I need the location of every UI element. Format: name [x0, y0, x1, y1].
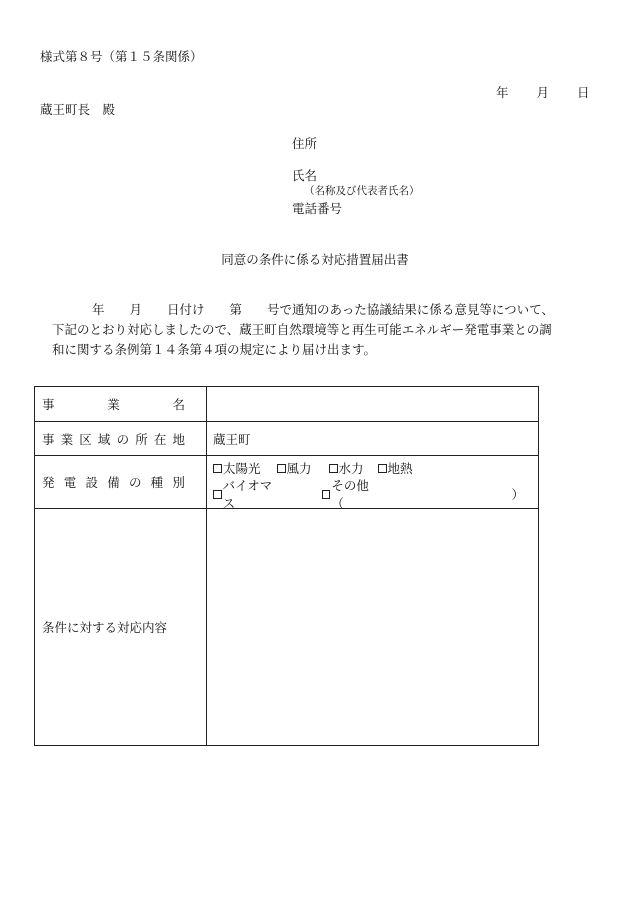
type-row	[35, 456, 539, 509]
checkbox-other[interactable]	[322, 490, 331, 499]
location-row	[35, 422, 539, 456]
business-name-field[interactable]	[207, 387, 539, 422]
content-row	[35, 509, 539, 746]
body-line-3: 和に関する条例第１４条第４項の規定により届け出ます。	[52, 342, 377, 357]
addressee: 蔵王町長 殿	[40, 102, 116, 117]
option-hydro[interactable]: 水力	[329, 459, 364, 477]
content-label: 条件に対する対応内容	[35, 509, 207, 746]
business-name-row	[35, 387, 539, 422]
body-line-2: 下記のとおり対応しましたので、蔵王町自然環境等と再生可能エネルギー発電事業との調	[52, 322, 552, 337]
location-value: 蔵王町	[213, 431, 251, 447]
option-biomass[interactable]: バイオマス	[213, 476, 282, 512]
phone-label: 電話番号	[292, 201, 343, 216]
type-label: 発 電 設 備 の 種 別	[35, 456, 207, 509]
location-label: 事 業 区 域 の 所 在 地	[35, 422, 207, 456]
business-name-label: 事 業 名	[35, 387, 207, 422]
date-line	[496, 83, 590, 101]
date-day: 日	[577, 85, 590, 100]
option-solar[interactable]: 太陽光	[213, 459, 261, 477]
option-geothermal[interactable]: 地熱	[378, 459, 413, 477]
type-options	[207, 456, 539, 509]
checkbox-hydro[interactable]	[329, 464, 338, 473]
body-paragraph	[52, 300, 597, 360]
checkbox-solar[interactable]	[213, 464, 222, 473]
form-number: 様式第８号（第１５条関係）	[40, 49, 203, 64]
name-label: 氏名	[292, 168, 318, 183]
checkbox-geothermal[interactable]	[378, 464, 387, 473]
location-field[interactable]	[207, 422, 539, 456]
address-label: 住所	[292, 136, 318, 151]
document-title: 同意の条件に係る対応措置届出書	[221, 252, 409, 267]
option-other[interactable]: その他（ ）	[322, 476, 524, 512]
body-line-1: 年 月 日付け 第 号で通知のあった協議結果に係る意見等について、	[92, 302, 554, 317]
form-table	[34, 386, 539, 746]
name-note: （名称及び代表者氏名）	[304, 185, 420, 197]
checkbox-wind[interactable]	[277, 464, 286, 473]
content-field[interactable]	[207, 509, 539, 746]
checkbox-biomass[interactable]	[213, 490, 222, 499]
date-year: 年	[496, 85, 509, 100]
option-wind[interactable]: 風力	[277, 459, 312, 477]
date-month: 月	[536, 85, 550, 100]
